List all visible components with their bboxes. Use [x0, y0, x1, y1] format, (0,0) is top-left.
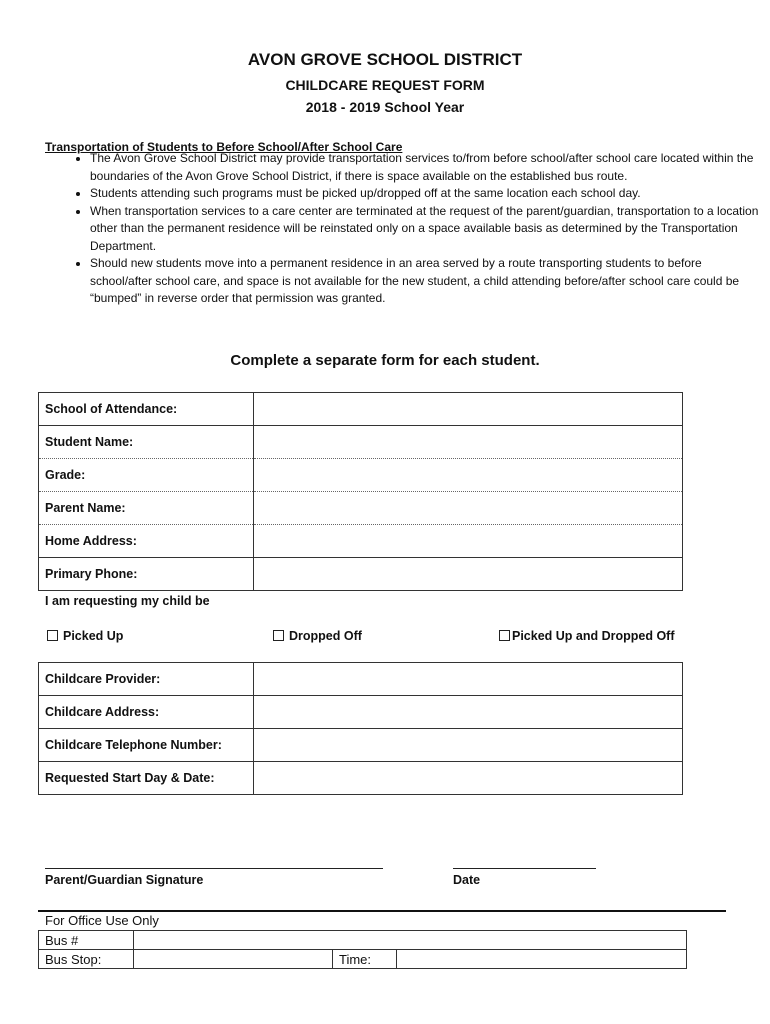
parent-name-field[interactable] [254, 492, 683, 525]
bus-number-field[interactable] [134, 931, 687, 950]
date-line[interactable] [453, 868, 596, 869]
home-address-field[interactable] [254, 525, 683, 558]
checkbox[interactable] [273, 630, 284, 641]
option-picked-up-and-dropped-off[interactable] [499, 629, 675, 643]
grade-label: Grade: [39, 459, 254, 492]
checkbox[interactable] [499, 630, 510, 641]
table-row [39, 696, 683, 729]
childcare-provider-field[interactable] [254, 663, 683, 696]
school-of-attendance-field[interactable] [254, 393, 683, 426]
childcare-provider-label: Childcare Provider: [39, 663, 254, 696]
date-label: Date [453, 873, 481, 887]
table-row [39, 950, 687, 969]
childcare-telephone-label: Childcare Telephone Number: [39, 729, 254, 762]
requested-start-label: Requested Start Day & Date: [39, 762, 254, 795]
option-dropped-off[interactable] [273, 629, 362, 643]
table-row [39, 931, 687, 950]
student-info-table [38, 392, 683, 591]
childcare-address-field[interactable] [254, 696, 683, 729]
table-row [39, 762, 683, 795]
parent-name-label: Parent Name: [39, 492, 254, 525]
table-row [39, 729, 683, 762]
childcare-telephone-field[interactable] [254, 729, 683, 762]
office-divider [38, 910, 726, 912]
table-row [39, 393, 683, 426]
checkbox[interactable] [47, 630, 58, 641]
office-use-title: For Office Use Only [45, 913, 159, 928]
option-label: Picked Up and Dropped Off [512, 629, 675, 643]
instruction-text: Complete a separate form for each student. [230, 352, 540, 369]
transportation-heading: Transportation of Students to Before School/After School Care [45, 140, 403, 154]
bus-stop-field[interactable] [134, 950, 333, 969]
signature-label: Parent/Guardian Signature [45, 873, 204, 887]
table-row [39, 426, 683, 459]
signature-line[interactable] [45, 868, 383, 869]
student-name-field[interactable] [254, 426, 683, 459]
time-field[interactable] [397, 950, 687, 969]
table-row [39, 558, 683, 591]
requested-start-field[interactable] [254, 762, 683, 795]
option-label: Picked Up [63, 629, 124, 643]
student-name-label: Student Name: [39, 426, 254, 459]
childcare-address-label: Childcare Address: [39, 696, 254, 729]
bus-stop-label: Bus Stop: [39, 950, 134, 969]
bullet-item: • Should new students move into a permanent residence in an area served by a route transporting students to before school/after school care, and space is not available for the new student, a child attending before/after school care could be “bumped” in reverse order that permission was granted. [90, 255, 760, 308]
time-label: Time: [333, 950, 397, 969]
transportation-bullets [45, 150, 760, 308]
bus-number-label: Bus # [39, 931, 134, 950]
option-label: Dropped Off [289, 629, 362, 643]
district-title: AVON GROVE SCHOOL DISTRICT [247, 50, 523, 69]
form-title: CHILDCARE REQUEST FORM [285, 77, 485, 93]
table-row [39, 459, 683, 492]
school-year: 2018 - 2019 School Year [305, 99, 465, 115]
primary-phone-field[interactable] [254, 558, 683, 591]
primary-phone-label: Primary Phone: [39, 558, 254, 591]
office-use-table [38, 930, 687, 969]
option-picked-up[interactable] [47, 629, 123, 643]
home-address-label: Home Address: [39, 525, 254, 558]
school-of-attendance-label: School of Attendance: [39, 393, 254, 426]
table-row [39, 663, 683, 696]
bullet-item: • When transportation services to a care center are terminated at the request of the parent/guardian, transportation to a location other than the permanent residence will be reinstated only on a space available basis as determined by the Transportation Department. [90, 203, 760, 256]
grade-field[interactable] [254, 459, 683, 492]
request-label: I am requesting my child be [45, 594, 210, 608]
bullet-item: • The Avon Grove School District may provide transportation services to/from before school/after school care located within the boundaries of the Avon Grove School District, if there is space available on the established bus route. [90, 150, 760, 185]
table-row [39, 525, 683, 558]
table-row [39, 492, 683, 525]
childcare-info-table [38, 662, 683, 795]
bullet-item: • Students attending such programs must be picked up/dropped off at the same location each school day. [90, 185, 760, 203]
